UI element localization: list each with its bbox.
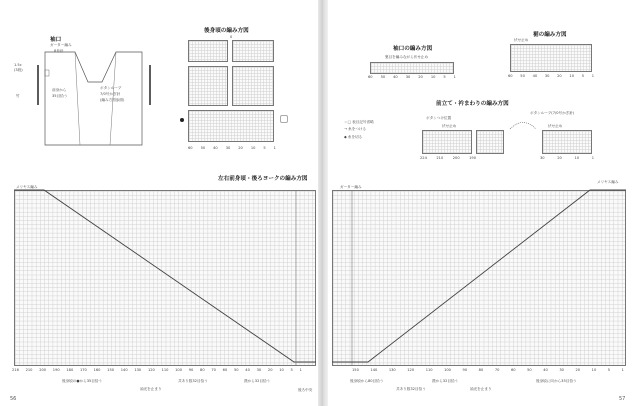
back-chart-marker (180, 118, 184, 122)
right-chart-top-right-label: メリヤス編み (597, 180, 619, 184)
legend-item-knit: ＝□ 表目記号省略 (344, 120, 374, 124)
button-loop-arc (508, 120, 538, 130)
right-chart-note-1: 後身頃から80目拾う (350, 379, 384, 383)
axis-number: 60 (188, 146, 193, 150)
axis-number: 120 (147, 368, 155, 372)
page-number-left: 56 (10, 396, 17, 402)
axis-number: 10 (591, 368, 597, 372)
axis-number: 120 (407, 368, 415, 372)
axis-number: 20 (267, 368, 273, 372)
band-chart-left (422, 130, 472, 154)
axis-number: 30 (256, 368, 262, 372)
center-back-label: 後ろ中央 (298, 388, 313, 392)
axis-number: 130 (134, 368, 142, 372)
axis-number: 190 (469, 156, 476, 160)
axis-number: 110 (425, 368, 433, 372)
button-loop-label: ボタンループ(7/0号かぎ針) (530, 111, 575, 115)
axis-number: 70 (494, 368, 500, 372)
axis-number: 200 (39, 368, 47, 372)
back-chart (188, 40, 276, 144)
axis-number: 40 (213, 146, 218, 150)
band-chart-title: 前立て・衿まわりの編み方図 (436, 101, 509, 107)
axis-number: 210 (436, 156, 444, 160)
bind-off-label-1: 伏せ止め (442, 124, 457, 128)
left-chart-note-2: 袖光を止まり (140, 387, 162, 391)
legend-item-cut: ◆ 糸を切る (344, 134, 363, 139)
axis-number: 50 (233, 368, 239, 372)
axis-number: 50 (527, 368, 532, 372)
band-numbers-b (540, 156, 594, 160)
left-chart-note-1: 後身頃の●から35目拾う (62, 379, 103, 383)
axis-number: 1 (273, 146, 276, 150)
legend (344, 120, 374, 139)
axis-number: 1 (299, 368, 302, 372)
button-loop-note: ボタンループ (100, 86, 122, 90)
axis-number: 180 (66, 368, 74, 372)
band-numbers-a (420, 156, 476, 160)
right-chart-note-2: 共あり数32目拾う (396, 387, 426, 391)
hem-chart-title: 裾の編み方図 (533, 32, 567, 38)
sleeve-schematic (14, 30, 160, 150)
axis-number: 1 (453, 75, 456, 79)
button-loop-needle: 7/0号かぎ針 (100, 92, 121, 96)
axis-number: 5 (607, 368, 611, 372)
axis-number: 30 (405, 75, 411, 79)
right-chart-note-5: 後身頃に向から35目拾う (536, 379, 577, 383)
pickup-note-2: 35目拾う (52, 94, 68, 98)
garment-outline (30, 30, 160, 150)
back-chart-block-1 (188, 40, 228, 62)
right-chart-numbers (352, 368, 624, 372)
band-chart-right (542, 130, 592, 154)
axis-number: 150 (352, 368, 359, 372)
axis-number: 30 (559, 368, 564, 372)
axis-number: 100 (444, 368, 451, 372)
back-chart-top-mark: 0 (230, 35, 233, 39)
right-chart-diagonal (332, 190, 626, 366)
axis-number: 60 (368, 75, 373, 79)
axis-number: 20 (557, 74, 562, 78)
back-chart-block-5 (188, 110, 274, 142)
axis-number: 20 (238, 146, 243, 150)
axis-number: 210 (25, 368, 33, 372)
button-position-label: ボタンつけ位置 (426, 116, 452, 120)
cuff-chart (370, 62, 454, 74)
sleeve-measure-rows: (3段) (14, 68, 23, 72)
sleeve-needle: 8号針 (54, 49, 64, 53)
sleeve-note: ガーター編み (50, 43, 72, 47)
axis-number: 20 (557, 156, 562, 160)
axis-number: 1 (591, 156, 594, 160)
axis-number: 90 (462, 368, 468, 372)
axis-number: 110 (161, 368, 169, 372)
axis-number: 5 (290, 368, 293, 372)
hem-chart-subtitle: 伏せ止め (514, 38, 529, 42)
axis-number: 10 (569, 74, 574, 78)
axis-number: 40 (532, 74, 538, 78)
page-number-right: 57 (619, 396, 626, 402)
cuff-chart-subtitle: 裏目を編みながら伏せ止め (385, 55, 429, 59)
axis-number: 10 (430, 75, 436, 79)
hem-chart-numbers (508, 74, 594, 78)
back-chart-right-marker (280, 115, 288, 123)
axis-number: 1 (621, 368, 624, 372)
right-chart-note-4: 袖光を止まり (470, 387, 492, 391)
axis-number: 40 (393, 75, 398, 79)
pickup-note: 前身から (52, 88, 67, 92)
axis-number: 10 (574, 156, 580, 160)
axis-number: 80 (200, 368, 205, 372)
bind-off-label-2: 伏せ止め (548, 124, 563, 128)
left-chart-note-4: 襟から32目拾う (244, 379, 271, 383)
back-chart-block-2 (232, 40, 274, 62)
axis-number: 20 (575, 368, 581, 372)
axis-number: 50 (380, 75, 386, 79)
back-chart-numbers (188, 146, 276, 150)
book-spine (318, 0, 328, 406)
axis-number: 50 (520, 74, 525, 78)
right-chart-top-left-label: ガーター編み (340, 185, 362, 189)
right-chart-note-3: 襟から32目拾う (432, 379, 459, 383)
axis-number: 5 (443, 75, 446, 79)
legend-item-join: → 糸をつける (344, 127, 367, 132)
axis-number: 40 (245, 368, 250, 372)
axis-number: 130 (388, 368, 396, 372)
axis-number: 100 (175, 368, 182, 372)
axis-number: 60 (510, 368, 516, 372)
axis-number: 200 (452, 156, 460, 160)
sleeve-measure: 1.5c (14, 63, 22, 67)
cuff-chart-title: 袖口の編み方図 (393, 46, 433, 52)
left-chart-top-label: メリヤス編み (16, 185, 38, 189)
axis-number: 216 (12, 368, 19, 372)
axis-number: 70 (211, 368, 216, 372)
sleeve-title: 袖口 (50, 37, 62, 43)
axis-number: 160 (93, 368, 101, 372)
back-chart-block-4 (232, 66, 274, 106)
axis-number: 150 (107, 368, 115, 372)
back-chart-title: 後身頃の編み方図 (204, 28, 249, 34)
cuff-chart-numbers (368, 75, 456, 79)
left-chart-diagonal (14, 190, 316, 366)
axis-number: 30 (544, 74, 550, 78)
axis-number: 140 (370, 368, 378, 372)
axis-number: 30 (540, 156, 545, 160)
axis-number: 10 (279, 368, 284, 372)
axis-number: 90 (188, 368, 194, 372)
axis-number: 190 (52, 368, 60, 372)
back-chart-block-3 (188, 66, 228, 106)
hem-chart (510, 44, 592, 72)
axis-number: 50 (200, 146, 206, 150)
axis-number: 60 (222, 368, 228, 372)
button-loop-ref: (編み方図参照) (100, 98, 125, 102)
axis-number: 170 (79, 368, 87, 372)
axis-number: 1 (591, 74, 594, 78)
sleeve-measure-mark: 竹 (16, 94, 20, 98)
axis-number: 140 (120, 368, 128, 372)
axis-number: 80 (478, 368, 484, 372)
axis-number: 40 (543, 368, 548, 372)
left-chart-note-3: 共あり数32目拾う (178, 379, 208, 383)
axis-number: 224 (420, 156, 427, 160)
axis-number: 60 (508, 74, 513, 78)
axis-number: 5 (263, 146, 266, 150)
axis-number: 20 (418, 75, 423, 79)
front-chart-title: 左右前身頃・後ろヨークの編み方図 (218, 176, 308, 182)
axis-number: 30 (225, 146, 231, 150)
left-chart-numbers (12, 368, 302, 372)
axis-number: 5 (581, 74, 584, 78)
band-chart-mid (476, 130, 504, 154)
axis-number: 10 (250, 146, 256, 150)
